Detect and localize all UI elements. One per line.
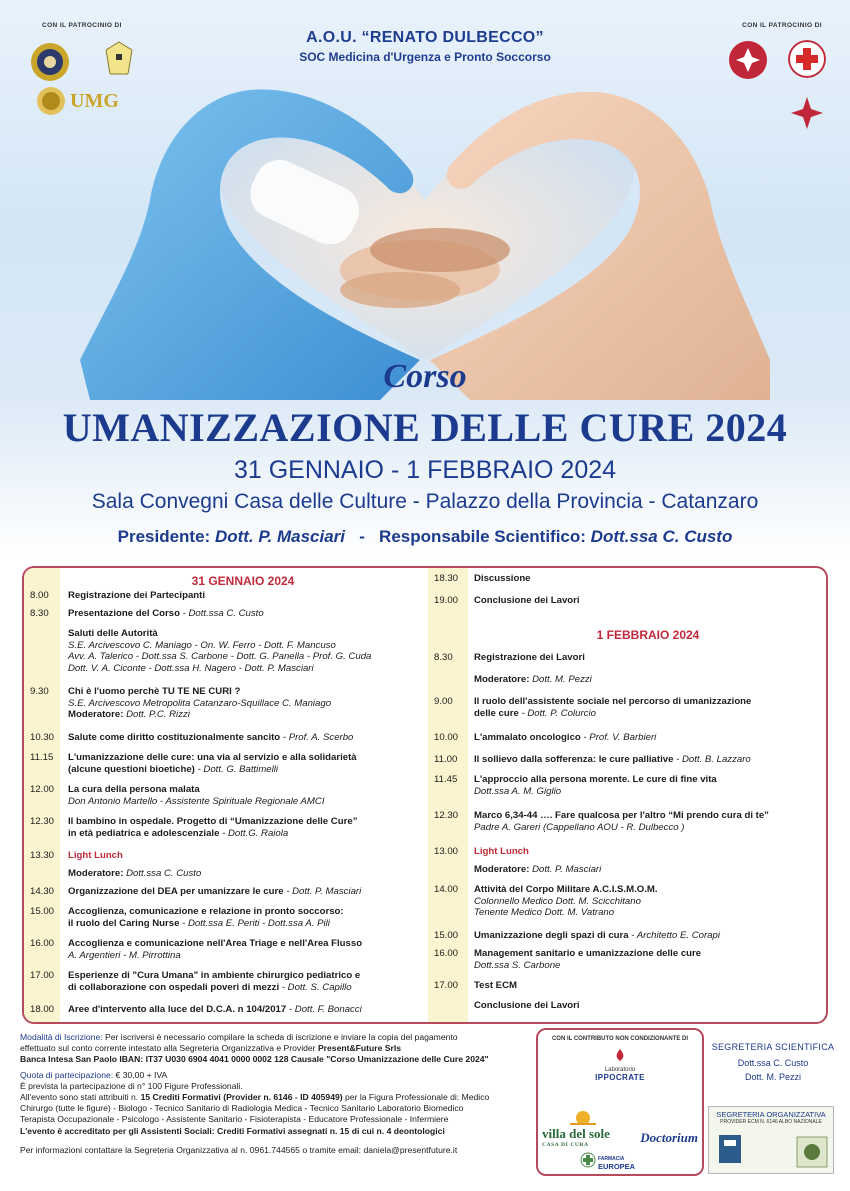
ippocrate-flame-icon xyxy=(613,1048,627,1062)
course-title: UMANIZZAZIONE DELLE CURE 2024 xyxy=(62,405,788,450)
programme-day-2: 18.30 Discussione 19.00 Conclusione dei Lavori 1 FEBBRAIO 2024 8.30 Registrazione dei Lavori Moderatore: Dott. M. Pezzi 9.00 Il ruolo dell'assistente sociale nel percorso di umanizzazione delle cure - Dott. P. Colurcio 10.00 L'ammalato oncologico - Prof. V. Barbieri 11.00 Il sollievo dalla sofferenza: le cure palliative - Dott. B. Lazzaro 11.45 L'approccio alla persona morente. Le cure di fine vita Dott.ssa A. M. Giglio 12.30 Marco 6,34-44 …. Fare qualcosa per l'altro “Mi prendo cura di te” Padre A. Gareri (Cappellano AOU - R. Dulbecco ) 13.00 Light Lunch Moderatore: Dott. P. Masciari 14.00 Attività del Corpo Militare A.C.I.S.M.O.M. Colonnello Medico Dott. M. Scicchitano Tenente Medico Dott. M. Vatrano 15.00 Umanizzazione degli spazi di cura - Architetto E. Corapi 16.00 Management sanitario e umanizzazione delle cure Dott.ssa S. Carbone 17.00 Test ECM Conclusione dei Lavori xyxy=(428,568,828,1022)
organization-subtitle: SOC Medicina d'Urgenza e Pronto Soccorso xyxy=(299,50,551,64)
umg-logo: UMG xyxy=(70,90,119,112)
fee: € 30,00 + IVA xyxy=(113,1070,168,1081)
villa-del-sole-logo: villa del sole CASA DI CURA xyxy=(542,1126,610,1148)
programme-day-1: 31 GENNAIO 2024 8.00 Registrazione dei Partecipanti 8.30 Presentazione del Corso - Dott.ssa C. Custo Saluti delle Autorità S.E. Arcivescovo C. Maniago - On. W. Ferro - Dott. F. Mancuso Avv. A. Talerico - Dott.ssa S. Carbone - Dott. G. Panella - Prof. G. Cuda Dott. V. A. Ciconte - Dott.ssa H. Nagero - Dott. P. Masciari 9.30 Chi è l'uomo perchè TU TE NE CURI ? S.E. Arcivescovo Metropolita Catanzaro-Squillace C. Maniago Moderatore: Dott. P.C. Rizzi 10.30 Salute come diritto costituzionalmente sancito - Prof. A. Scerbo 11.15 L'umanizzazione delle cure: una via al servizio e alla solidarietà (alcune questioni bioetiche) - Dott. G. Battimelli 12.00 La cura della persona malata Don Antonio Martello - Assistente Spirituale Regionale AMCI 12.30 Il bambino in ospedale. Progetto di “Umanizzazione delle Cure” in età pediatrica e adolescenziale - Dott.G. Raiola 13.30 Light Lunch Moderatore: Dott.ssa C. Custo 14.30 Organizzazione del DEA per umanizzare le cure - Dott. P. Masciari 15.00 Accoglienza, comunicazione e relazione in pronto soccorso: il ruolo del Caring Nurse - Dott.ssa E. Periti - Dott.ssa A. Pili 16.00 Accoglienza e comunicazione nell'Area Triage e nell'Area Flusso A. Argentieri - M. Pirrottina 17.00 Esperienze di "Cura Umana" in ambiente chirurgico pediatrico e di collaborazione con ospedali poveri di mezzi - Dott. S. Capillo 18.00 Aree d'intervento alla luce del D.C.A. n 104/2017 - Dott. F. Bonacci xyxy=(24,568,426,1022)
course-venue: Sala Convegni Casa delle Culture - Palazzo della Provincia - Catanzaro xyxy=(91,490,759,513)
organization-title: A.O.U. “RENATO DULBECCO” xyxy=(306,29,544,46)
villa-del-sole-sun-icon xyxy=(568,1104,598,1126)
contact-info: Per informazioni contattare la Segreteria Organizzativa al n. 0961.744565 o tramite email: daniela@presentfuture.it xyxy=(20,1145,458,1156)
order-of-malta-seal-icon xyxy=(728,40,768,80)
programme-box xyxy=(22,566,828,1024)
day-2-heading: 1 FEBBRAIO 2024 xyxy=(596,628,700,642)
day-1-heading: 31 GENNAIO 2024 xyxy=(191,574,295,588)
doctorium-logo: Doctorium xyxy=(640,1130,698,1145)
pharmacy-seal-icon xyxy=(580,1152,596,1168)
red-cross-icon xyxy=(788,40,826,78)
organizing-secretariat: SEGRETERIA ORGANIZZATIVA PROVIDER ECM N. 6146 ALBO NAZIONALE xyxy=(708,1106,834,1174)
patronage-label-left: CON IL PATROCINIO DI xyxy=(42,22,122,29)
scientific-secretariat: SEGRETERIA SCIENTIFICA Dott.ssa C. Custo Dott. M. Pezzi xyxy=(711,1042,835,1082)
course-label: Corso xyxy=(383,358,467,395)
patronage-label-right: CON IL PATROCINIO DI xyxy=(742,22,822,29)
scientific-lead-name: Dott.ssa C. Custo xyxy=(590,527,733,546)
present-future-logo-icon xyxy=(717,1133,743,1165)
farmacia-europea-logo: FARMACIA EUROPEA xyxy=(598,1156,636,1171)
iban: Banca Intesa San Paolo IBAN: IT37 U030 6904 4041 0000 0002 128 Causale "Corso Umanizzazione delle Cure 2024" xyxy=(20,1053,489,1064)
sponsor-box: CON IL CONTRIBUTO NON CONDIZIONANTE DI Laboratorio IPPOCRATE villa del sole CASA DI CURA Doctorium FARMACIA EUROPEA xyxy=(536,1028,704,1176)
ippocrate-logo: Laboratorio IPPOCRATE xyxy=(538,1048,702,1082)
course-dates: 31 GENNAIO - 1 FEBBRAIO 2024 xyxy=(233,456,617,484)
umg-seal-icon xyxy=(36,86,66,116)
president-name: Dott. P. Masciari xyxy=(214,527,346,546)
social-credits: L'evento è accreditato per gli Assistenti Sociali: Crediti Formativi assegnati n. 15 di cui n. 4 deontologici xyxy=(20,1126,445,1137)
military-cross-icon xyxy=(790,96,824,130)
registration-info: Modalità di Iscrizione: Per iscriversi è necessario compilare la scheda di iscrizione e inviare la copia del pagamento effettuato sul conto corrente intestato alla Segreteria Organizzativa e Provider Present&Future Srls Banca Intesa San Paolo IBAN: IT37 U030 6904 4041 0000 0002 128 Causale "Corso Umanizzazione delle Cure 2024" Quota di partecipazione: € 30,00 + IVA È prevista la partecipazione di n° 100 Figure Professionali. All'evento sono stati attribuiti n. 15 Crediti Formativi (Provider n. 6146 - ID 405949) per la Figura Professionale di: Medico Chirurgo (tutte le figure) - Biologo - Tecnico Sanitario di Radiologia Medica - Tecnico Sanitario Laboratorio Biomedico Terapista Occupazionale - Psicologo - Assistente Sanitario - Fisioterapista - Educatore Professionale - Infermiere L'evento è accreditato per gli Assistenti Sociali: Crediti Formativi assegnati n. 15 di cui n. 4 deontologici Per informazioni contattare la Segreteria Organizzativa al n. 0961.744565 o tramite email: daniela@presentfuture.it xyxy=(20,1032,530,1156)
hero-banner xyxy=(0,0,850,560)
certification-mark-icon xyxy=(795,1135,829,1169)
course-officers: Presidente: Dott. P. Masciari - Responsabile Scientifico: Dott.ssa C. Custo xyxy=(117,527,733,546)
